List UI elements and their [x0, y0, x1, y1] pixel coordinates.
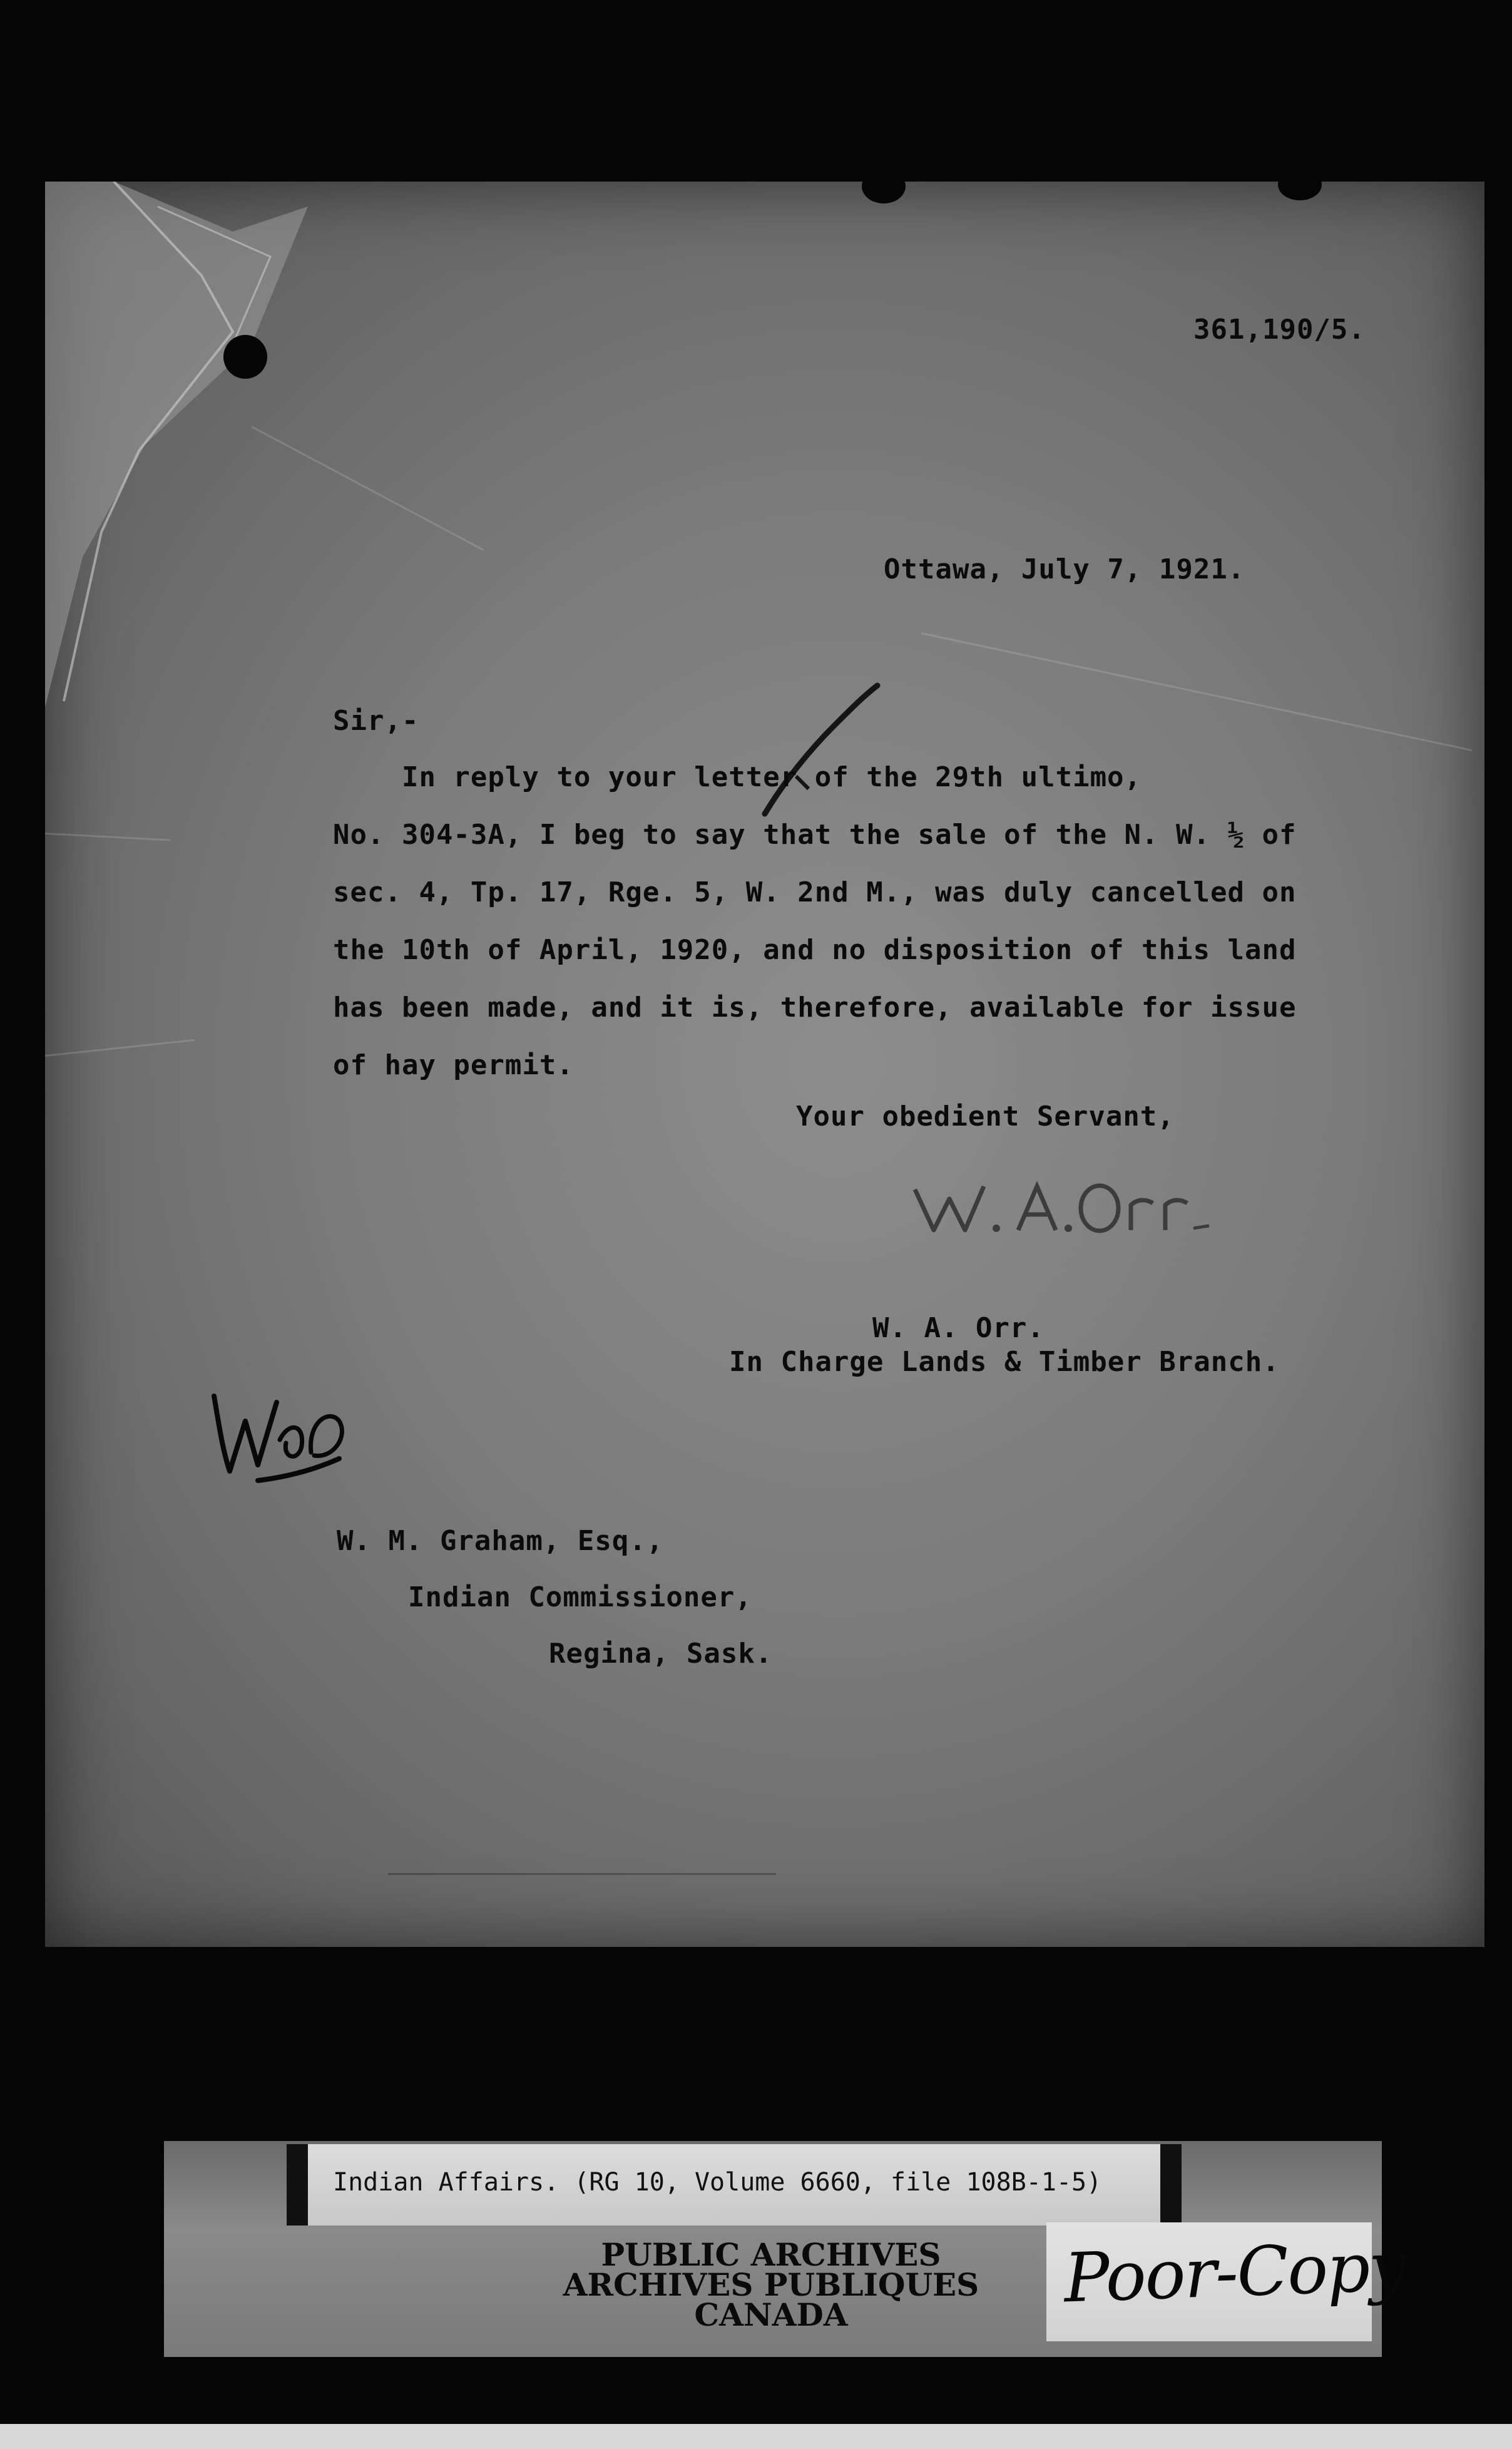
- addressee-title: Indian Commissioner,: [408, 1581, 752, 1613]
- handwritten-initials: [202, 1377, 352, 1496]
- signer-name: W. A. Orr.: [872, 1312, 1045, 1344]
- body-line: sec. 4, Tp. 17, Rge. 5, W. 2nd M., was duly cancelled on: [333, 876, 1297, 908]
- quality-note: Poor-Copy: [1062, 2227, 1407, 2318]
- place-date: Ottawa, July 7, 1921.: [884, 553, 1245, 585]
- pen-stroke-mark: [759, 682, 884, 820]
- body-line: the 10th of April, 1920, and no disposition of this land: [333, 934, 1297, 966]
- addressee-location: Regina, Sask.: [549, 1638, 773, 1670]
- fold-crease: [45, 1039, 195, 1057]
- punch-hole: [223, 335, 267, 379]
- archive-label-strip: [164, 2141, 1407, 2357]
- stamp-line: CANADA: [694, 2296, 848, 2333]
- body-line: has been made, and it is, therefore, available for issue: [333, 992, 1297, 1024]
- signature-stamp: [909, 1171, 1222, 1240]
- top-notch: [1278, 169, 1322, 200]
- torn-corner: [45, 182, 308, 707]
- citation-label: [287, 2144, 1182, 2226]
- fold-crease: [45, 833, 170, 841]
- body-line: No. 304-3A, I beg to say that the sale of the N. W. ½ of: [333, 819, 1297, 851]
- stamp-line: ARCHIVES PUBLIQUES: [563, 2266, 979, 2303]
- closing: Your obedient Servant,: [796, 1101, 1175, 1132]
- body-line: In reply to your letter of the 29th ultimo,: [333, 761, 1142, 793]
- addressee-name: W. M. Graham, Esq.,: [337, 1525, 664, 1557]
- faint-rule: [388, 1873, 776, 1875]
- citation-text: Indian Affairs. (RG 10, Volume 6660, file 108B-1-5): [333, 2168, 1102, 2197]
- body-line: of hay permit.: [333, 1049, 574, 1081]
- stamp-line: PUBLIC ARCHIVES: [601, 2236, 941, 2273]
- salutation: Sir,-: [333, 705, 419, 737]
- fold-crease: [921, 632, 1473, 751]
- letter-sheet: [45, 182, 1484, 1947]
- reference-number: 361,190/5.: [1193, 314, 1366, 346]
- archives-stamp: [552, 2236, 990, 2333]
- scan-edge-band: [0, 2424, 1512, 2449]
- quality-note-label: [1046, 2222, 1407, 2341]
- signer-title: In Charge Lands & Timber Branch.: [729, 1346, 1280, 1378]
- top-notch: [862, 169, 906, 203]
